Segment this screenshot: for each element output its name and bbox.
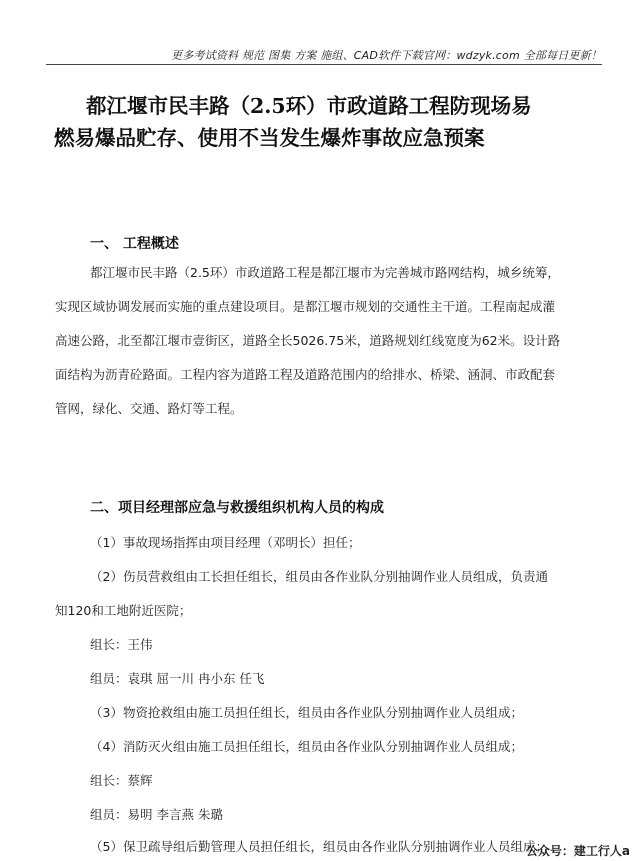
section-2-item-5: （5）保卫疏导组后勤管理人员担任组长，组员由各作业队分别抽调作业人员组成； [90, 839, 548, 854]
section-1-heading: 一、 工程概述 [90, 236, 179, 252]
section-1-paragraph-line: 面结构为沥青砼路面。工程内容为道路工程及道路范围内的给排水、桥梁、涵洞、市政配套 [55, 367, 556, 382]
rescue-group-members: 组员：袁琪 屈一川 冉小东 任飞 [90, 671, 265, 686]
header-divider [46, 64, 602, 65]
title-line-1: 都江堰市民丰路（2.5环）市政道路工程防现场易 [86, 94, 532, 118]
section-1-paragraph-line: 实现区域协调发展而实施的重点建设项目。是都江堰市规划的交通性主干道。工程南起成灌 [55, 299, 556, 314]
fire-group-leader: 组长：蔡辉 [90, 773, 153, 788]
rescue-group-leader: 组长：王伟 [90, 637, 153, 652]
section-2-item-4: （4）消防灭火组由施工员担任组长，组员由各作业队分别抽调作业人员组成； [90, 739, 523, 754]
section-2-item-1: （1）事故现场指挥由项目经理（邓明长）担任； [90, 535, 361, 550]
section-1-paragraph-line: 高速公路，北至都江堰市壹街区，道路全长5026.75米，道路规划红线宽度为62米。设计路 [55, 333, 561, 348]
section-2-item-2-line-1: （2）伤员营救组由工长担任组长，组员由各作业队分别抽调作业人员组成，负责通 [90, 569, 548, 584]
section-1-paragraph-line: 管网，绿化、交通、路灯等工程。 [55, 401, 243, 416]
section-2-item-3: （3）物资抢救组由施工员担任组长，组员由各作业队分别抽调作业人员组成； [90, 705, 523, 720]
fire-group-members: 组员：易明 李言燕 朱璐 [90, 807, 223, 822]
section-2-heading: 二、项目经理部应急与救援组织机构人员的构成 [90, 500, 384, 516]
section-1-paragraph-line: 都江堰市民丰路（2.5环）市政道路工程是都江堰市为完善城市路网结构，城乡统筹， [90, 265, 560, 280]
footer-watermark: 公众号：建工行人a [525, 844, 630, 858]
section-2-item-2-line-2: 知120和工地附近医院； [55, 603, 192, 618]
document-title [54, 90, 626, 154]
header-download-note: 更多考试资料 规范 图集 方案 施组、CAD软件下载官网：wdzyk.com 全部每日更新！ [171, 49, 602, 62]
title-line-2: 燃易爆品贮存、使用不当发生爆炸事故应急预案 [54, 126, 485, 150]
